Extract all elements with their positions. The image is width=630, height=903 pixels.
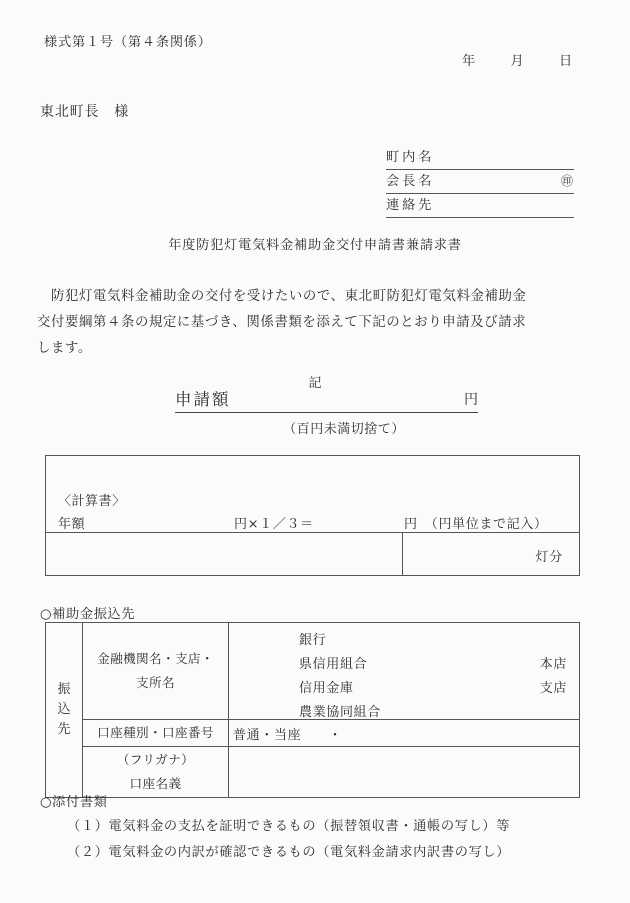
- bank-vertical-char-2: 込: [57, 702, 71, 717]
- bank-vertical-char-3: 先: [57, 722, 71, 737]
- application-amount-unit: 円: [464, 392, 478, 408]
- application-amount-field[interactable]: [175, 390, 478, 413]
- form-number: 様式第１号（第４条関係）: [44, 35, 212, 50]
- bank-rows: [83, 623, 579, 797]
- date-year-label: 年: [462, 54, 477, 69]
- institution-name-label-line-2: 支所名: [136, 675, 175, 690]
- bank-option-branch[interactable]: 支店: [539, 681, 567, 696]
- account-type-label-line-1: 口座種別・口座番号: [97, 725, 214, 740]
- seal-stamp-icon: ㊞: [560, 174, 573, 188]
- applicant-row-chairman-name[interactable]: [386, 170, 574, 194]
- chairman-name-label: 会長名: [386, 174, 435, 189]
- body-line-2: 交付要綱第４条の規定に基づき、関係書類を添えて下記のとおり申請及び請求: [37, 315, 527, 330]
- body-line-3: します。: [37, 341, 92, 356]
- bank-vertical-label: [46, 623, 83, 797]
- date-line: [462, 55, 574, 68]
- bank-option-shinkin[interactable]: 信用金庫: [299, 681, 354, 696]
- bank-option-head-office[interactable]: 本店: [539, 657, 567, 672]
- date-month-label: 月: [510, 54, 526, 69]
- calculation-formula: 円×１／３＝: [234, 517, 314, 532]
- lamp-count-unit: 灯分: [535, 550, 563, 565]
- institution-options-cell[interactable]: [229, 623, 579, 719]
- account-type-cell[interactable]: [229, 720, 579, 746]
- table-row: [83, 623, 579, 719]
- calculation-lower-row: [46, 532, 579, 575]
- bank-option-agricultural-coop[interactable]: 農業協同組合: [299, 705, 381, 720]
- calculation-section-label: 〈計算書〉: [58, 494, 126, 509]
- applicant-row-contact[interactable]: [386, 194, 574, 218]
- account-type-value: 普通・当座 ・: [233, 728, 343, 743]
- bank-option-bank[interactable]: 銀行: [299, 633, 327, 648]
- institution-name-label: [83, 623, 229, 719]
- body-paragraph: [37, 284, 595, 362]
- account-type-label: [83, 720, 229, 746]
- bank-section-heading: ○補助金振込先: [40, 607, 136, 622]
- application-amount-label: 申請額: [175, 390, 231, 409]
- contact-label: 連絡先: [386, 198, 435, 213]
- institution-name-label-line-1: 金融機関名・支店・: [97, 651, 214, 666]
- lamp-count-cell[interactable]: [403, 533, 579, 575]
- bank-transfer-table: [45, 622, 580, 798]
- calculation-upper-cell[interactable]: [46, 456, 579, 532]
- ki-marker: 記: [308, 376, 322, 391]
- bank-vertical-char-1: 振: [57, 682, 71, 697]
- calculation-blank-cell[interactable]: [46, 533, 403, 575]
- attachment-item-1: （１）電気料金の支払を証明できるもの（振替領収書・通帳の写し）等: [67, 819, 511, 834]
- calculation-result-unit: 円 （円単位まで記入）: [404, 517, 548, 532]
- bank-option-credit-union[interactable]: 県信用組合: [299, 657, 368, 672]
- applicant-block: [386, 146, 574, 218]
- table-row: [83, 719, 579, 746]
- account-holder-name-label: 口座名義: [129, 776, 182, 791]
- account-holder-cell[interactable]: [229, 747, 579, 797]
- body-line-1: 防犯灯電気料金補助金の交付を受けたいので、東北町防犯灯電気料金補助金: [37, 289, 527, 304]
- attachment-item-2: （２）電気料金の内訳が確認できるもの（電気料金請求内訳書の写し）: [67, 845, 511, 860]
- account-holder-label: [83, 747, 229, 797]
- annual-amount-label: 年額: [58, 517, 86, 532]
- date-day-label: 日: [559, 54, 574, 69]
- application-amount-note: （百円未満切捨て）: [283, 422, 405, 437]
- attachments-heading: ○添付書類: [40, 795, 108, 810]
- applicant-row-town-name[interactable]: [386, 146, 574, 170]
- calculation-table: [45, 455, 580, 576]
- account-holder-furigana-label: （フリガナ）: [116, 752, 195, 767]
- page-title: 年度防犯灯電気料金補助金交付申請書兼請求書: [168, 238, 462, 253]
- addressee: 東北町長 様: [40, 104, 130, 120]
- table-row: [83, 746, 579, 797]
- town-name-label: 町内名: [386, 150, 435, 165]
